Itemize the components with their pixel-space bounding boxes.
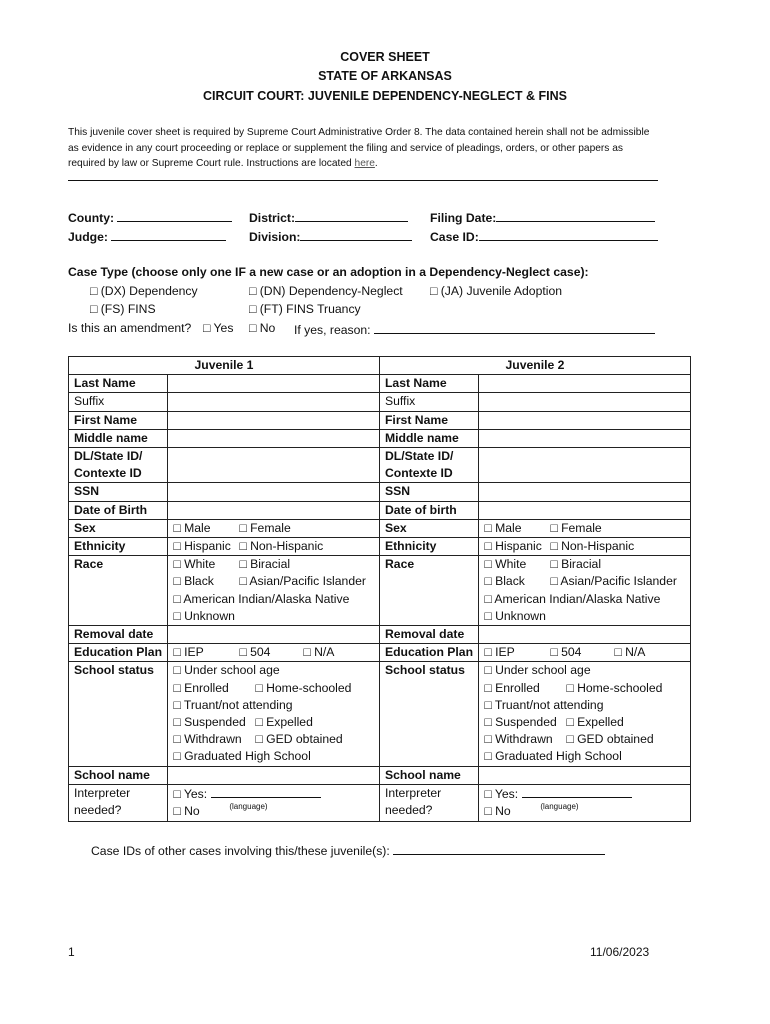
amendment-yes-checkbox[interactable]: □ Yes [203,321,234,335]
j1-middle-name-input[interactable] [168,429,380,447]
j2-last-name-input[interactable] [479,375,691,393]
j1-sex-label: Sex [69,519,168,537]
j2-iep-checkbox[interactable]: □ IEP [484,645,515,660]
j1-graduated-checkbox[interactable]: □ Graduated High School [173,749,311,764]
j1-edu-label: Education Plan [69,644,168,662]
j1-unknown-checkbox[interactable]: □ Unknown [173,608,235,623]
other-cases-field[interactable] [91,842,605,858]
j2-interpreter-no-checkbox[interactable]: □ No [484,804,511,819]
j2-middle-name-input[interactable] [479,429,691,447]
filing-date-field[interactable] [430,209,655,225]
j2-enrolled-checkbox[interactable]: □ Enrolled [484,680,540,695]
j1-sex-options [168,519,380,537]
j1-first-name-input[interactable] [168,411,380,429]
j2-middle-name-label: Middle name [379,429,478,447]
j1-removal-input[interactable] [168,626,380,644]
j2-first-name-label: First Name [379,411,478,429]
j2-under-age-checkbox[interactable]: □ Under school age [484,663,591,678]
table-row [69,411,691,429]
j1-asian-checkbox[interactable]: □ Asian/Pacific Islander [239,574,366,589]
j1-language-caption: (language) [229,802,268,812]
j1-dl-label-line2: Contexte ID [74,466,142,481]
j2-na-checkbox[interactable]: □ N/A [614,645,646,660]
j2-school-name-input[interactable] [479,766,691,784]
amendment-question: Is this an amendment? [68,321,192,335]
j1-race-options [168,556,380,626]
j1-ssn-label: SSN [69,483,168,501]
j2-expelled-checkbox[interactable]: □ Expelled [566,715,624,730]
j1-male-checkbox[interactable]: □ Male [173,520,211,535]
j2-ssn-input[interactable] [479,483,691,501]
header-divider [68,180,658,181]
table-row [69,766,691,784]
j2-suspended-checkbox[interactable]: □ Suspended [484,715,557,730]
filing-date-label: Filing Date: [430,211,497,225]
table-row [69,501,691,519]
j2-non-hispanic-checkbox[interactable]: □ Non-Hispanic [550,539,635,554]
j1-dl-label-line1: DL/State ID/ [74,449,143,464]
j1-enrolled-checkbox[interactable]: □ Enrolled [173,680,229,695]
j1-under-age-checkbox[interactable]: □ Under school age [173,663,280,678]
j1-race-label: Race [69,556,168,626]
state-heading: STATE OF ARKANSAS [318,69,452,83]
j1-504-checkbox[interactable]: □ 504 [239,645,271,660]
case-type-heading: Case Type (choose only one IF a new case or an adoption in a Dependency-Neglect case): [68,265,589,279]
district-label: District: [249,211,296,225]
j1-female-checkbox[interactable]: □ Female [239,520,291,535]
dx-checkbox[interactable]: □ (DX) Dependency [90,284,198,298]
dn-checkbox[interactable]: □ (DN) Dependency-Neglect [249,284,403,298]
revision-date: 11/06/2023 [590,945,650,959]
table-row [69,784,691,821]
table-header-row [69,357,691,375]
page-number: 1 [68,945,75,959]
j1-suffix-label: Suffix [69,393,168,411]
district-field[interactable] [249,209,408,225]
ft-checkbox[interactable]: □ (FT) FINS Truancy [249,302,361,316]
county-label: County: [68,211,115,225]
table-row [69,538,691,556]
j1-school-name-label: School name [69,766,168,784]
j1-last-name-label: Last Name [69,375,168,393]
j2-withdrawn-checkbox[interactable]: □ Withdrawn [484,732,553,747]
j2-504-checkbox[interactable]: □ 504 [550,645,582,660]
j1-dl-input[interactable] [168,448,380,483]
j2-first-name-input[interactable] [479,411,691,429]
j2-removal-input[interactable] [479,626,691,644]
j1-interpreter-options [168,784,380,821]
j1-ged-checkbox[interactable]: □ GED obtained [255,732,343,747]
j2-female-checkbox[interactable]: □ Female [550,520,602,535]
j2-american-indian-checkbox[interactable]: □ American Indian/Alaska Native [484,591,661,606]
j1-interpreter-yes-checkbox[interactable]: □ Yes: [173,786,208,801]
j2-male-checkbox[interactable]: □ Male [484,520,522,535]
j1-biracial-checkbox[interactable]: □ Biracial [239,557,291,572]
instructions-link[interactable]: here [354,158,375,169]
j1-na-checkbox[interactable]: □ N/A [303,645,335,660]
j2-graduated-checkbox[interactable]: □ Graduated High School [484,749,622,764]
j2-sex-label: Sex [379,519,478,537]
j2-truant-checkbox[interactable]: □ Truant/not attending [484,697,604,712]
table-row [69,519,691,537]
j2-ged-checkbox[interactable]: □ GED obtained [566,732,654,747]
j2-black-checkbox[interactable]: □ Black [484,574,525,589]
j1-last-name-input[interactable] [168,375,380,393]
table-row [69,644,691,662]
intro-end: . [374,158,378,169]
county-line[interactable] [117,209,232,222]
j1-truant-checkbox[interactable]: □ Truant/not attending [173,697,293,712]
j2-last-name-label: Last Name [379,375,478,393]
j1-dob-label: Date of Birth [69,501,168,519]
j2-interpreter-label [379,784,478,821]
j2-ethnicity-label: Ethnicity [379,538,478,556]
judge-field[interactable] [68,228,226,244]
j2-dob-label: Date of birth [379,501,478,519]
j1-middle-name-label: Middle name [69,429,168,447]
j2-ssn-label: SSN [379,483,478,501]
j2-white-checkbox[interactable]: □ White [484,557,527,572]
amendment-reason-field[interactable] [294,321,655,337]
j1-american-indian-checkbox[interactable]: □ American Indian/Alaska Native [173,591,350,606]
judge-label: Judge: [68,230,108,244]
j1-dob-input[interactable] [168,501,380,519]
j1-ethnicity-options [168,538,380,556]
j1-suffix-input[interactable] [168,393,380,411]
table-row [69,626,691,644]
case-id-field[interactable] [430,228,658,244]
case-id-line[interactable] [479,228,658,241]
j1-edu-options [168,644,380,662]
j1-ethnicity-label: Ethnicity [69,538,168,556]
table-row [69,556,691,626]
amendment-no-checkbox[interactable]: □ No [249,321,276,335]
district-line[interactable] [295,209,408,222]
j1-interpreter-label [69,784,168,821]
j2-interpreter-yes-checkbox[interactable]: □ Yes: [484,786,519,801]
j1-iep-checkbox[interactable]: □ IEP [173,645,204,660]
judge-line[interactable] [111,228,226,241]
j2-edu-options [479,644,691,662]
filing-date-line[interactable] [496,209,655,222]
j1-school-status-label: School status [69,662,168,766]
j1-hispanic-checkbox[interactable]: □ Hispanic [173,539,231,554]
division-label: Division: [249,230,301,244]
j2-interpreter-options [479,784,691,821]
j1-non-hispanic-checkbox[interactable]: □ Non-Hispanic [239,539,324,554]
other-cases-label: Case IDs of other cases involving this/these juvenile(s): [91,844,390,858]
j2-suffix-label: Suffix [379,393,478,411]
j2-edu-label: Education Plan [379,644,478,662]
j2-race-label: Race [379,556,478,626]
j1-interpreter-no-checkbox[interactable]: □ No [173,804,200,819]
fs-checkbox[interactable]: □ (FS) FINS [90,302,156,316]
j2-unknown-checkbox[interactable]: □ Unknown [484,608,546,623]
j1-school-status-options [168,662,380,766]
juvenile-2-title: Juvenile 2 [379,357,690,375]
table-row [69,662,691,766]
j1-removal-label: Removal date [69,626,168,644]
j2-asian-checkbox[interactable]: □ Asian/Pacific Islander [550,574,677,589]
j1-white-checkbox[interactable]: □ White [173,557,216,572]
j2-school-name-label: School name [379,766,478,784]
division-field[interactable] [249,228,412,244]
j2-biracial-checkbox[interactable]: □ Biracial [550,557,602,572]
j2-dl-label [379,448,478,483]
case-id-label: Case ID: [430,230,479,244]
j2-suffix-input[interactable] [479,393,691,411]
form-title: COVER SHEET [340,50,430,64]
j2-hispanic-checkbox[interactable]: □ Hispanic [484,539,542,554]
j1-school-name-input[interactable] [168,766,380,784]
county-field[interactable] [68,209,232,225]
amendment-reason-label: If yes, reason: [294,323,371,337]
juvenile-table [68,356,691,822]
j1-expelled-checkbox[interactable]: □ Expelled [255,715,313,730]
j2-interpreter-label-line2: needed? [384,803,433,818]
j2-language-caption: (language) [540,802,579,812]
j2-race-options [479,556,691,626]
j2-school-status-label: School status [379,662,478,766]
table-row [69,483,691,501]
j2-removal-label: Removal date [379,626,478,644]
j1-interpreter-label-line2: needed? [74,803,122,818]
j1-black-checkbox[interactable]: □ Black [173,574,214,589]
court-heading: CIRCUIT COURT: JUVENILE DEPENDENCY-NEGLECT & FINS [203,89,567,103]
amendment-reason-line[interactable] [374,321,655,334]
j1-dl-label [69,448,168,483]
intro-text: This juvenile cover sheet is required by Supreme Court Administrative Order 8. The data contained herein shall not be admissible as evidence in any court proceeding or replace or supplement the filing and service of pleadings, orders, or other papers as required by law or Supreme Court rule. Instructions are located [68,127,650,169]
j2-homeschooled-checkbox[interactable]: □ Home-schooled [566,680,663,695]
j1-withdrawn-checkbox[interactable]: □ Withdrawn [173,732,242,747]
table-row [69,448,691,483]
j1-suspended-checkbox[interactable]: □ Suspended [173,715,246,730]
table-row [69,375,691,393]
table-row [69,393,691,411]
j1-language-line[interactable] [211,785,321,798]
j1-ssn-input[interactable] [168,483,380,501]
table-row [69,429,691,447]
j2-interpreter-label-line1: Interpreter [384,785,442,800]
division-line[interactable] [300,228,412,241]
other-cases-line[interactable] [393,842,605,855]
intro-paragraph [68,125,658,172]
j1-homeschooled-checkbox[interactable]: □ Home-schooled [255,680,352,695]
j2-dl-input[interactable] [479,448,691,483]
j2-dob-input[interactable] [479,501,691,519]
ja-checkbox[interactable]: □ (JA) Juvenile Adoption [430,284,563,298]
juvenile-1-title: Juvenile 1 [69,357,380,375]
j2-dl-label-line1: DL/State ID/ [384,449,454,464]
j1-interpreter-label-line1: Interpreter [74,785,131,800]
j2-dl-label-line2: Contexte ID [384,466,453,481]
j2-school-status-options [479,662,691,766]
j2-language-line[interactable] [522,785,632,798]
j2-ethnicity-options [479,538,691,556]
j2-sex-options [479,519,691,537]
j1-first-name-label: First Name [69,411,168,429]
